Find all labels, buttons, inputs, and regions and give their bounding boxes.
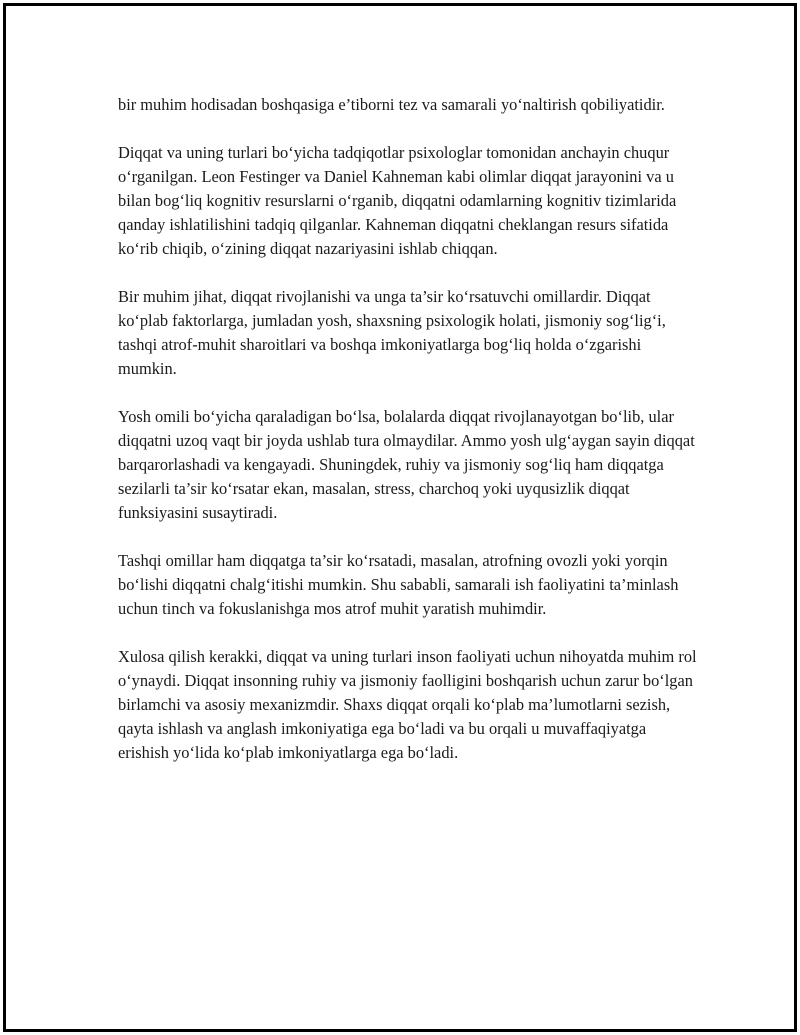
document-body xyxy=(118,93,698,789)
paragraph-3: Bir muhim jihat, diqqat rivojlanishi va unga ta’sir ko‘rsatuvchi omillardir. Diqqat ko‘plab faktorlarga, jumladan yosh, shaxsning psixologik holati, jismoniy sog‘lig‘i, tashqi atrof-muhit sharoitlari va boshqa imkoniyatlarga bog‘liq holda o‘zgarishi mumkin. xyxy=(118,287,666,378)
paragraph-1: bir muhim hodisadan boshqasiga e’tiborni tez va samarali yo‘naltirish qobiliyatidir. xyxy=(118,95,665,114)
paragraph-6: Xulosa qilish kerakki, diqqat va uning turlari inson faoliyati uchun nihoyatda muhim rol o‘ynaydi. Diqqat insonning ruhiy va jismoniy faolligini boshqarish uchun zarur bo‘lgan birlamchi va asosiy mexanizmdir. Shaxs diqqat orqali ko‘plab ma’lumotlarni sezish, qayta ishlash va anglash imkoniyatiga ega bo‘ladi va bu orqali u muvaffaqiyatga erishish yo‘lida ko‘plab imkoniyatlarga ega bo‘ladi. xyxy=(118,647,697,762)
paragraph-2: Diqqat va uning turlari bo‘yicha tadqiqotlar psixologlar tomonidan anchayin chuqur o‘rganilgan. Leon Festinger va Daniel Kahneman kabi olimlar diqqat jarayonini va u bilan bog‘liq kognitiv resurslarni o‘rganib, diqqatni odamlarning kognitiv tizimlarida qanday ishlatilishini tadqiq qilganlar. Kahneman diqqatni cheklangan resurs sifatida ko‘rib chiqib, o‘zining diqqat nazariyasini ishlab chiqqan. xyxy=(118,143,677,258)
paragraph-5: Tashqi omillar ham diqqatga ta’sir ko‘rsatadi, masalan, atrofning ovozli yoki yorqin bo‘lishi diqqatni chalg‘itishi mumkin. Shu sababli, samarali ish faoliyatini ta’minlash uchun tinch va fokuslanishga mos atrof muhit yaratish muhimdir. xyxy=(118,551,679,618)
paragraph-4: Yosh omili bo‘yicha qaraladigan bo‘lsa, bolalarda diqqat rivojlanayotgan bo‘lib, ular diqqatni uzoq vaqt bir joyda ushlab tura olmaydilar. Ammo yosh ulg‘aygan sayin diqqat barqarorlashadi va kengayadi. Shuningdek, ruhiy va jismoniy sog‘liq ham diqqatga sezilarli ta’sir ko‘rsatar ekan, masalan, stress, charchoq yoki uyqusizlik diqqat funksiyasini susaytiradi. xyxy=(118,407,695,522)
